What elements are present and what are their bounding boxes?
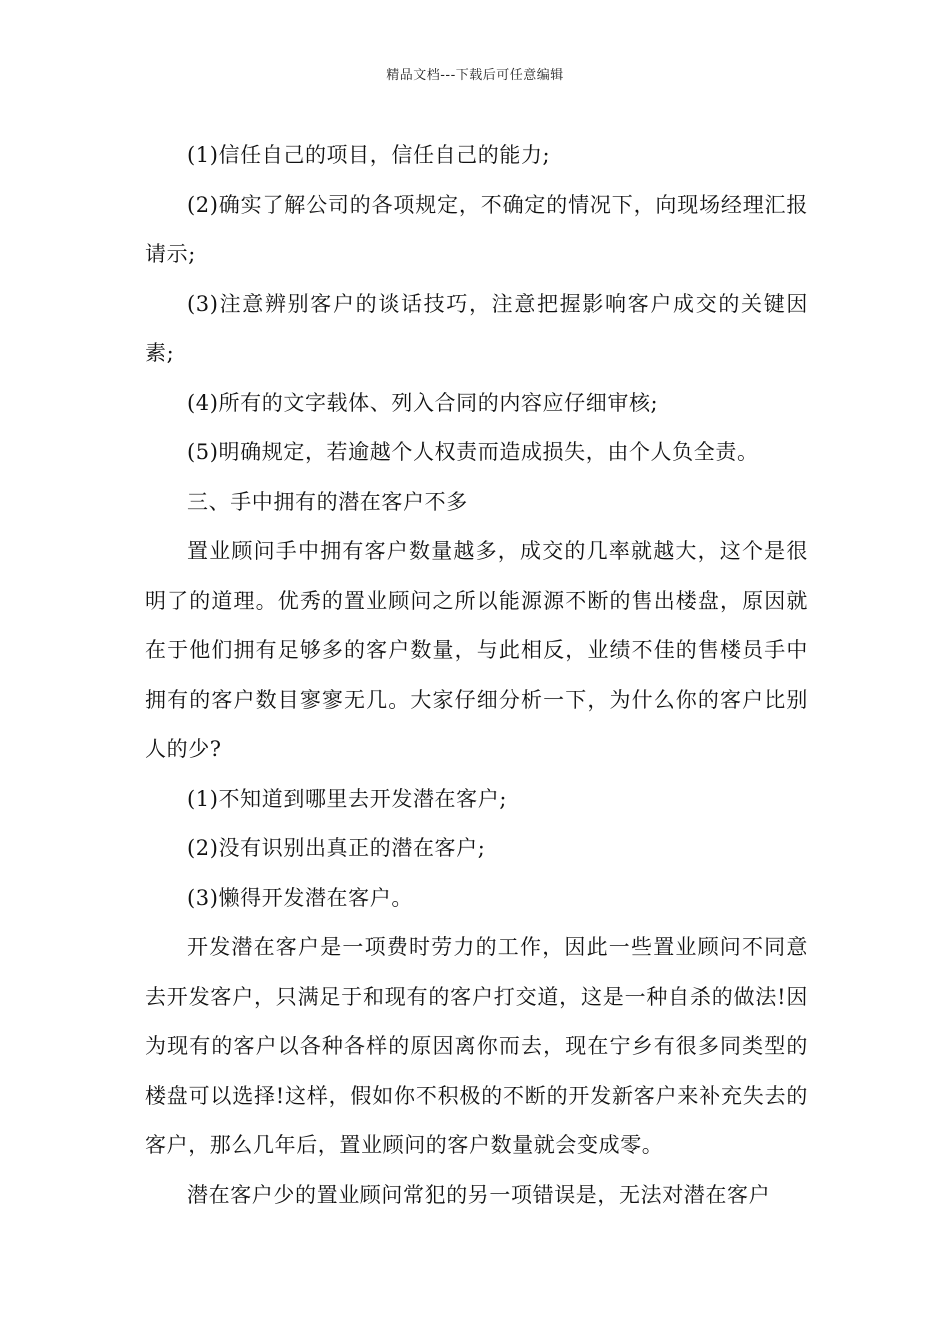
- paragraph-common-mistake: 潜在客户少的置业顾问常犯的另一项错误是，无法对潜在客户: [187, 1182, 771, 1207]
- list-item-3-lazy: (3)懒得开发潜在客户。: [187, 885, 413, 910]
- list-item-3-skills: (3)注意辨别客户的谈话技巧，注意把握影响客户成交的关键因素;: [145, 291, 808, 365]
- list-item-2-rules: (2)确实了解公司的各项规定，不确定的情况下，向现场经理汇报请示;: [145, 192, 808, 266]
- list-item-4-review: (4)所有的文字载体、列入合同的内容应仔细审核;: [187, 390, 659, 415]
- list-item-1-where: (1)不知道到哪里去开发潜在客户;: [187, 786, 508, 811]
- section-heading-3: 三、手中拥有的潜在客户不多: [187, 489, 468, 514]
- list-item-2-identify: (2)没有识别出真正的潜在客户;: [187, 836, 486, 860]
- list-item-5-responsibility: (5)明确规定，若逾越个人权责而造成损失，由个人负全责。: [187, 440, 759, 464]
- list-item-1-trust: (1)信任自己的项目，信任自己的能力;: [187, 143, 551, 167]
- paragraph-customer-count: 置业顾问手中拥有客户数量越多，成交的几率就越大，这个是很明了的道理。优秀的置业顾问之所以能源源不断的售出楼盘，原因就在于他们拥有足够多的客户数量，与此相反，业绩不佳的售楼员手中拥有的客户数目寥寥无几。大家仔细分析一下，为什么你的客户比别人的少?: [145, 539, 808, 761]
- document-body: [145, 131, 808, 1220]
- page-header: 精品文档---下载后可任意编辑: [386, 68, 564, 83]
- paragraph-develop-customers: 开发潜在客户是一项费时劳力的工作，因此一些置业顾问不同意去开发客户，只满足于和现有的客户打交道，这是一种自杀的做法!因为现有的客户以各种各样的原因离你而去，现在宁乡有很多同类型的楼盘可以选择!这样，假如你不积极的不断的开发新客户来补充失去的客户，那么几年后，置业顾问的客户数量就会变成零。: [145, 935, 808, 1157]
